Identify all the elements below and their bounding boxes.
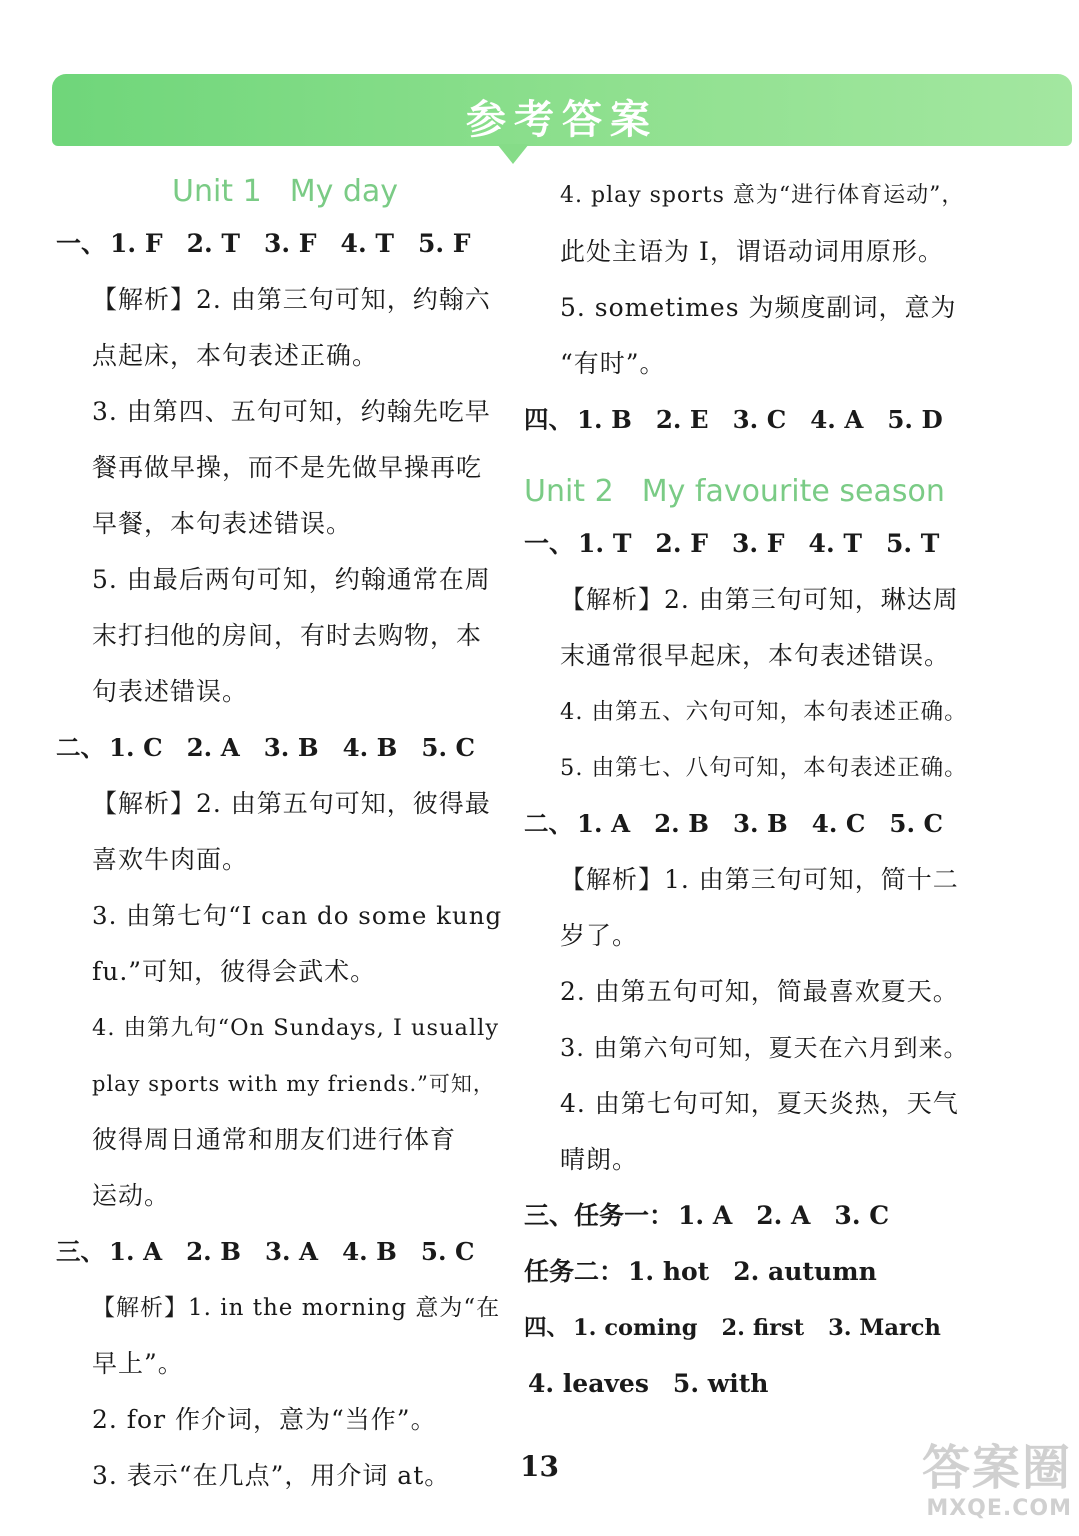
answer-item: 2. T — [186, 229, 240, 258]
answer-row — [524, 392, 972, 448]
answer-item: 2. A — [756, 1201, 811, 1230]
section-marker: 一、 — [56, 229, 107, 258]
answer-row — [524, 516, 972, 572]
answer-item: 3. A — [264, 1237, 319, 1266]
answer-item: 1. T — [578, 529, 632, 558]
section-spacer — [524, 448, 972, 468]
answer-item: 3. F — [263, 229, 317, 258]
explanation-line: 句表述错误。 — [92, 677, 249, 706]
answer-item: 5. C — [420, 1237, 475, 1266]
section-marker: 二、 — [56, 733, 105, 762]
explanation-line: 晴朗。 — [560, 1145, 639, 1174]
answer-item: 2. autumn — [733, 1257, 877, 1286]
answer-item: 2. E — [655, 405, 709, 434]
watermark-brand: 答案圈 — [921, 1440, 1072, 1496]
answer-item: 1. B — [577, 405, 632, 434]
explanation-line: 4. 由第九句“On Sundays, I usually — [92, 1015, 500, 1041]
explanation-line: 【解析】1. in the morning 意为“在 — [92, 1295, 501, 1321]
answer-row — [524, 1300, 972, 1356]
unit-label: Unit 1 — [172, 174, 262, 209]
explanation-line: 4. 由第五、六句可知，本句表述正确。 — [560, 699, 968, 725]
answer-row — [524, 1188, 972, 1244]
answer-row — [524, 1356, 972, 1412]
explanation-line: 3. 由第四、五句可知，约翰先吃早 — [92, 397, 491, 426]
unit-label: Unit 2 — [524, 474, 614, 509]
answer-item: 5. T — [885, 529, 940, 558]
answer-row — [56, 216, 502, 272]
answer-row — [56, 720, 502, 776]
answer-item: 3. C — [834, 1201, 890, 1230]
explanation-line: 运动。 — [92, 1181, 171, 1210]
unit-heading — [524, 468, 972, 516]
answer-item: 2. F — [655, 529, 708, 558]
section-marker: 任务二： — [524, 1257, 625, 1286]
explanation-line: 2. 由第五句可知，简最喜欢夏天。 — [560, 977, 959, 1006]
answer-item: 4. B — [342, 733, 398, 762]
explanation-line: 5. sometimes 为频度副词，意为 — [560, 293, 957, 322]
answer-item: 1. A — [577, 809, 631, 838]
explanation-line: 5. 由最后两句可知，约翰通常在周 — [92, 565, 491, 594]
answer-item: 3. C — [732, 405, 787, 434]
unit-title: My day — [289, 174, 399, 209]
answer-item: 5. D — [887, 405, 943, 434]
answer-item: 2. A — [186, 733, 240, 762]
explanation-line: play sports with my friends.”可知， — [92, 1072, 495, 1096]
answer-item: 5. F — [417, 229, 471, 258]
left-column — [56, 168, 502, 1504]
answer-item: 4. A — [810, 405, 864, 434]
banner-notch — [497, 144, 529, 164]
explanation-line: 4. play sports 意为“进行体育运动”， — [560, 183, 965, 208]
answer-item: 4. C — [811, 809, 866, 838]
answer-item: 5. C — [889, 809, 943, 838]
explanation-line: “有时”。 — [560, 349, 666, 378]
explanation-line: fu.”可知，彼得会武术。 — [92, 957, 377, 986]
right-column — [524, 168, 972, 1412]
explanation-line: 彼得周日通常和朋友们进行体育 — [92, 1125, 457, 1154]
explanation-line: 【解析】2. 由第三句可知，约翰六 — [92, 285, 491, 314]
watermark-site: MXQE.COM — [926, 1496, 1072, 1521]
watermark-logo — [902, 1440, 1072, 1532]
section-marker: 一、 — [524, 529, 575, 558]
explanation-line: 此处主语为 I，谓语动词用原形。 — [560, 237, 944, 266]
answer-item: 1. A — [109, 1237, 163, 1266]
explanation-line: 喜欢牛肉面。 — [92, 845, 249, 874]
section-marker: 四、 — [524, 405, 573, 434]
answer-item: 1. hot — [628, 1257, 710, 1286]
explanation-line: 2. for 作介词，意为“当作”。 — [92, 1405, 437, 1434]
answer-item: 2. first — [721, 1315, 805, 1341]
explanation-line: 末通常很早起床，本句表述错误。 — [560, 641, 951, 670]
answer-row — [56, 1224, 502, 1280]
answer-row — [524, 1244, 972, 1300]
explanation-line: 3. 表示“在几点”，用介词 at。 — [92, 1461, 451, 1490]
section-marker: 三、 — [56, 1237, 105, 1266]
page-number: 13 — [520, 1450, 559, 1483]
answer-item: 5. C — [421, 733, 475, 762]
answer-item: 4. T — [340, 229, 394, 258]
explanation-line: 【解析】2. 由第五句可知，彼得最 — [92, 789, 491, 818]
explanation-line: 早餐，本句表述错误。 — [92, 509, 353, 538]
answer-item: 4. T — [808, 529, 862, 558]
explanation-line: 【解析】2. 由第三句可知，琳达周 — [560, 585, 959, 614]
answer-item: 5. with — [672, 1369, 769, 1398]
section-marker: 四、 — [524, 1315, 570, 1341]
explanation-line: 末打扫他的房间，有时去购物，本 — [92, 621, 483, 650]
answer-item: 2. B — [654, 809, 709, 838]
answer-item: 3. March — [828, 1315, 941, 1341]
answer-item: 1. coming — [573, 1315, 698, 1341]
unit-heading — [56, 168, 502, 216]
explanation-line: 岁了。 — [560, 921, 639, 950]
explanation-line: 3. 由第六句可知，夏天在六月到来。 — [560, 1034, 969, 1062]
answer-item: 4. leaves — [528, 1369, 649, 1398]
answer-item: 2. B — [186, 1237, 241, 1266]
explanation-line: 4. 由第七句可知，夏天炎热，天气 — [560, 1089, 959, 1118]
explanation-line: 餐再做早操，而不是先做早操再吃 — [92, 453, 483, 482]
explanation-line: 【解析】1. 由第三句可知，简十二 — [560, 865, 959, 894]
answer-item: 1. C — [109, 733, 163, 762]
page-title: 参考答案 — [466, 97, 658, 143]
answer-item: 3. B — [732, 809, 788, 838]
answer-item: 1. F — [110, 229, 163, 258]
header-banner — [52, 74, 1072, 146]
answer-item: 3. F — [731, 529, 785, 558]
answer-item: 1. A — [678, 1201, 733, 1230]
answer-item: 4. B — [342, 1237, 397, 1266]
answer-item: 3. B — [263, 733, 319, 762]
explanation-line: 3. 由第七句“I can do some kung — [92, 901, 503, 930]
section-marker: 二、 — [524, 809, 573, 838]
answer-row — [524, 796, 972, 852]
explanation-line: 点起床，本句表述正确。 — [92, 341, 379, 370]
unit-title: My favourite season — [641, 474, 945, 509]
section-marker: 三、任务一： — [524, 1201, 675, 1230]
explanation-line: 早上”。 — [92, 1349, 184, 1378]
explanation-line: 5. 由第七、八句可知，本句表述正确。 — [560, 755, 968, 781]
